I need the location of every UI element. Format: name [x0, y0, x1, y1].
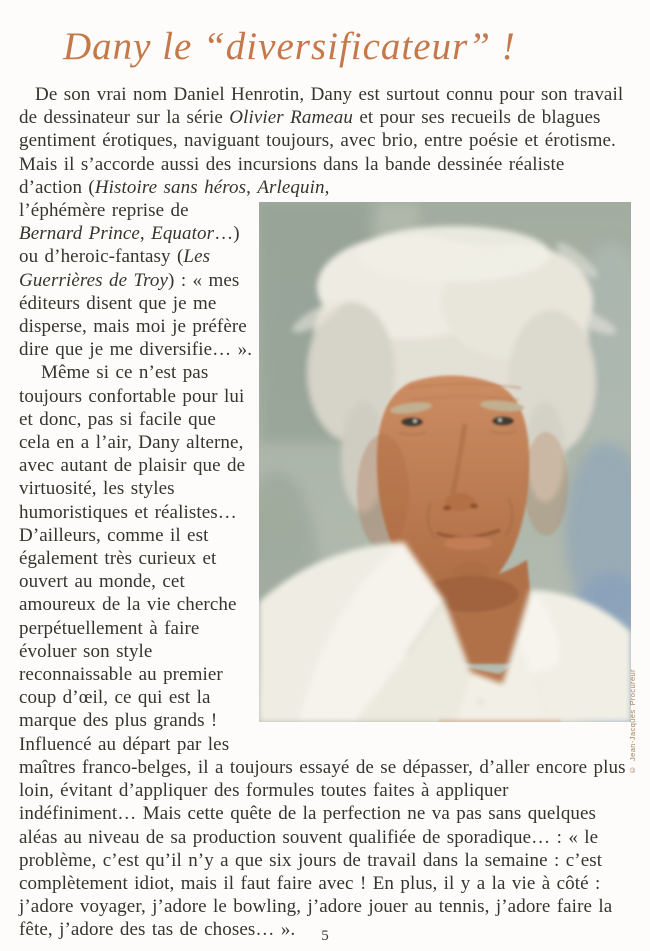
portrait-photo	[259, 202, 637, 775]
paragraph-main: Même si ce n’est pas toujours confortable pour lui et donc, pas si facile que cela en a l’air, Dany alterne, avec autant de plaisir que de virtuosité, les styles humoristiques et réalistes… D’ailleurs, comme il est également très curieux et ouvert au monde, cet amoureux de la vie cherche perpétuellement à faire évoluer son style reconnaissable au premier coup d’œil, ce qui est la marque des plus grands ! Influencé au départ par les maîtres franco-belges, il a toujours essayé de se dépasser, d’aller encore plus loin, évitant d’appliquer des formules toutes faites à appliquer indéfiniment… Mais cette quête de la perfection ne va pas sans quelques aléas au niveau de sa production souvent qualifiée de sporadique… : « le problème, c’est qu’il n’y a que six jours de travail dans la semaine : c’est complètement idiot, mais il faut faire avec ! En plus, il y a la vie à côté : j’adore voyager, j’adore le bowling, j’adore jouer au tennis, j’adore faire la fête, j’adore des tas de choses… ».	[19, 362, 626, 941]
paragraph-intro: De son vrai nom Daniel Henrotin, Dany est surtout connu pour son travail de dessinateur sur la série Olivier Rameau et pour ses recueils de blagues gentiment érotiques, naviguant toujours, avec brio, entre poésie et érotisme. Mais il s’accorde aussi des incursions dans la bande dessinée réaliste d’action (Histoire sans héros, Arlequin,	[19, 84, 624, 198]
photo-wrap-zone	[19, 199, 637, 942]
paragraph-intro-continued: l’éphémère reprise de Bernard Prince, Equator…) ou d’heroic-fantasy (Les Guerrières de Troy) : « mes éditeurs disent que je me disperse, mais moi je préfère dire que je me diversifie… ».	[19, 200, 253, 361]
article-body	[19, 83, 637, 942]
portrait-illustration	[259, 202, 631, 722]
magazine-page	[0, 24, 650, 942]
photo-credit: © Jean-Jacques Procureur	[627, 668, 637, 775]
page-title: Dany le “diversificateur” !	[63, 25, 516, 68]
page-number: 5	[321, 928, 329, 944]
